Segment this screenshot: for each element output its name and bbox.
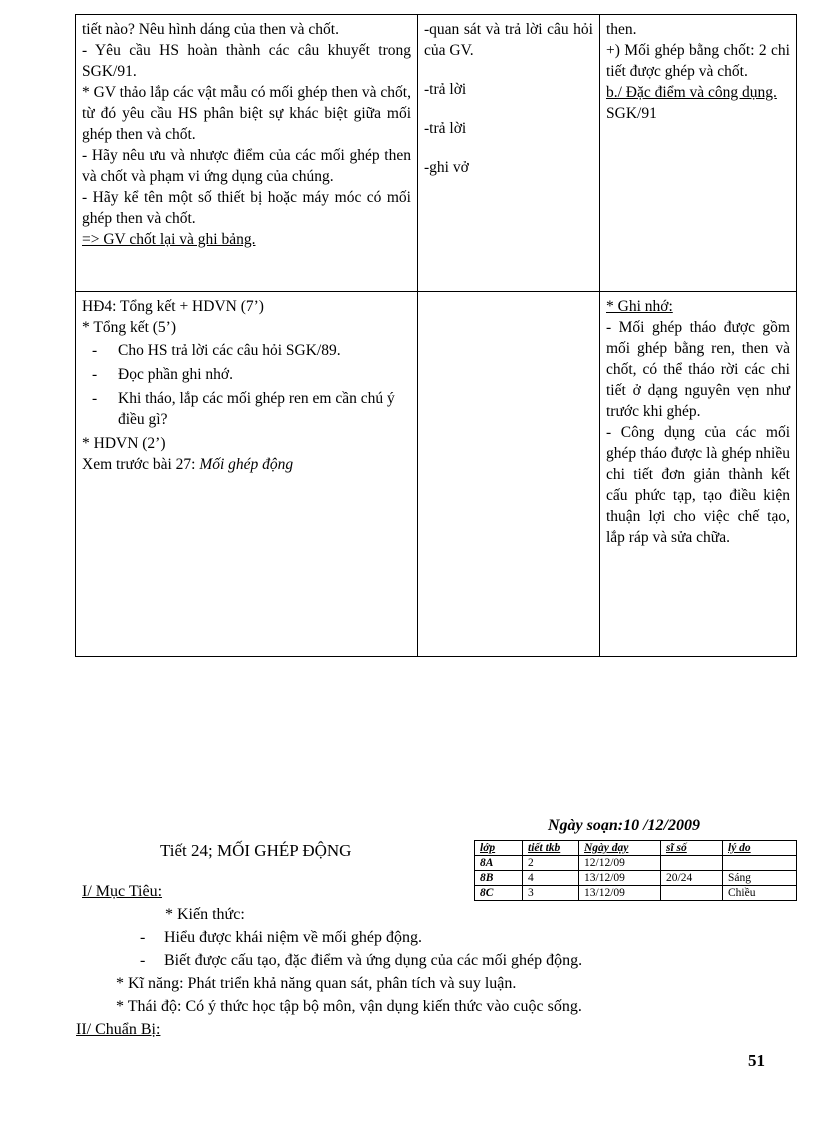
preview-line xyxy=(82,454,411,475)
content-heading: b./ Đặc điểm và công dụng. xyxy=(606,84,777,101)
lesson-plan-table xyxy=(75,14,797,657)
teacher-line: => GV chốt lại và ghi bảng. xyxy=(82,231,256,248)
preparation-heading: II/ Chuẩn Bị: xyxy=(76,1021,161,1038)
knowledge-item-text: Biết được cấu tạo, đặc điểm và ứng dụng của các mối ghép động. xyxy=(164,952,583,969)
table-cell: Chiều xyxy=(723,886,797,901)
table-row xyxy=(76,15,797,292)
table-cell: 4 xyxy=(523,871,579,886)
knowledge-item-text: Hiểu được khái niệm về mối ghép động. xyxy=(164,929,422,946)
table-row xyxy=(76,292,797,657)
table-cell: 2 xyxy=(523,856,579,871)
prep-date: Ngày soạn:10 /12/2009 xyxy=(548,817,700,834)
student-activity-cell xyxy=(418,15,600,292)
teacher-activity-cell xyxy=(76,15,418,292)
activity-title: HĐ4: Tổng kết + HDVN (7’) xyxy=(82,298,264,315)
content-cell xyxy=(600,15,797,292)
column-header: lớp xyxy=(475,841,523,856)
student-activity-cell xyxy=(418,292,600,657)
content-line: then. xyxy=(606,21,637,38)
student-line: -quan sát và trả lời câu hỏi của GV. xyxy=(424,21,593,59)
teacher-line: * GV thảo lắp các vật mẫu có mối ghép then và chốt, từ đó yêu cầu HS phân biệt sự khác biệt giữa mối ghép then và chốt. xyxy=(82,84,411,143)
list-item: - Cho HS trả lời các câu hỏi SGK/89. xyxy=(82,340,411,361)
knowledge-heading: * Kiến thức: xyxy=(165,906,245,923)
teacher-line: - Hãy kể tên một số thiết bị hoặc máy móc có mối ghép then và chốt. xyxy=(82,189,411,227)
table-header-row xyxy=(475,841,797,856)
preview-title: Mối ghép động xyxy=(199,456,294,473)
column-header: lý do xyxy=(723,841,797,856)
table-cell: 3 xyxy=(523,886,579,901)
content-line: SGK/91 xyxy=(606,105,657,122)
class-cell: 8A xyxy=(475,856,523,871)
table-row xyxy=(475,886,797,901)
class-schedule-table xyxy=(474,840,797,901)
table-row xyxy=(475,871,797,886)
summary-list xyxy=(82,340,411,430)
page-number: 51 xyxy=(748,1051,765,1070)
objectives-heading: I/ Mục Tiêu: xyxy=(82,883,163,900)
list-item: - Đọc phần ghi nhớ. xyxy=(82,364,411,385)
skills-line: * Kĩ năng: Phát triển khả năng quan sát, phân tích và suy luận. xyxy=(116,975,517,992)
table-cell xyxy=(723,856,797,871)
column-header: tiết tkb xyxy=(523,841,579,856)
table-cell: 13/12/09 xyxy=(579,886,661,901)
teacher-line: tiết nào? Nêu hình dáng của then và chốt. xyxy=(82,21,339,38)
table-cell xyxy=(661,856,723,871)
hdvn-heading: * HDVN (2’) xyxy=(82,435,166,452)
column-header: sĩ số xyxy=(661,841,723,856)
table-row xyxy=(475,856,797,871)
table-cell: 13/12/09 xyxy=(579,871,661,886)
class-cell: 8B xyxy=(475,871,523,886)
memo-heading: * Ghi nhớ: xyxy=(606,298,673,315)
knowledge-item: - Hiểu được khái niệm về mối ghép động. xyxy=(140,929,422,946)
student-line: -trả lời xyxy=(424,120,467,137)
attitude-line: * Thái độ: Có ý thức học tập bộ môn, vận dụng kiến thức vào cuộc sống. xyxy=(116,998,582,1015)
knowledge-item: - Biết được cấu tạo, đặc điểm và ứng dụng của các mối ghép động. xyxy=(140,952,583,969)
teacher-activity-cell xyxy=(76,292,418,657)
table-cell: 20/24 xyxy=(661,871,723,886)
content-line: +) Mối ghép bằng chốt: 2 chi tiết được ghép và chốt. xyxy=(606,42,790,80)
table-cell: Sáng xyxy=(723,871,797,886)
student-line: -ghi vở xyxy=(424,159,469,176)
summary-heading: * Tổng kết (5’) xyxy=(82,319,176,336)
teacher-line: - Hãy nêu ưu và nhược điểm của các mối ghép then và chốt và phạm vi ứng dụng của chúng. xyxy=(82,147,411,185)
lesson-title: Tiết 24; MỐI GHÉP ĐỘNG xyxy=(160,841,352,860)
list-item: - Khi tháo, lắp các mối ghép ren em cần chú ý điều gì? xyxy=(82,388,411,430)
preview-prefix: Xem trước bài 27: xyxy=(82,456,200,473)
class-cell: 8C xyxy=(475,886,523,901)
student-line: -trả lời xyxy=(424,81,467,98)
table-cell xyxy=(661,886,723,901)
memo-paragraph: - Công dụng của các mối ghép tháo được là ghép nhiều chi tiết đơn giản thành kết cấu phức tạp, tạo điều kiện thuận lợi cho việc chế tạo, lắp ráp và sửa chữa. xyxy=(606,424,790,546)
teacher-line: - Yêu cầu HS hoàn thành các câu khuyết trong SGK/91. xyxy=(82,42,411,80)
column-header: Ngày dạy xyxy=(579,841,661,856)
content-cell xyxy=(600,292,797,657)
memo-paragraph: - Mối ghép tháo được gồm mối ghép bằng ren, then và chốt, có thể tháo rời các chi tiết ở dạng nguyên vẹn như trước khi ghép. xyxy=(606,319,790,420)
table-cell: 12/12/09 xyxy=(579,856,661,871)
